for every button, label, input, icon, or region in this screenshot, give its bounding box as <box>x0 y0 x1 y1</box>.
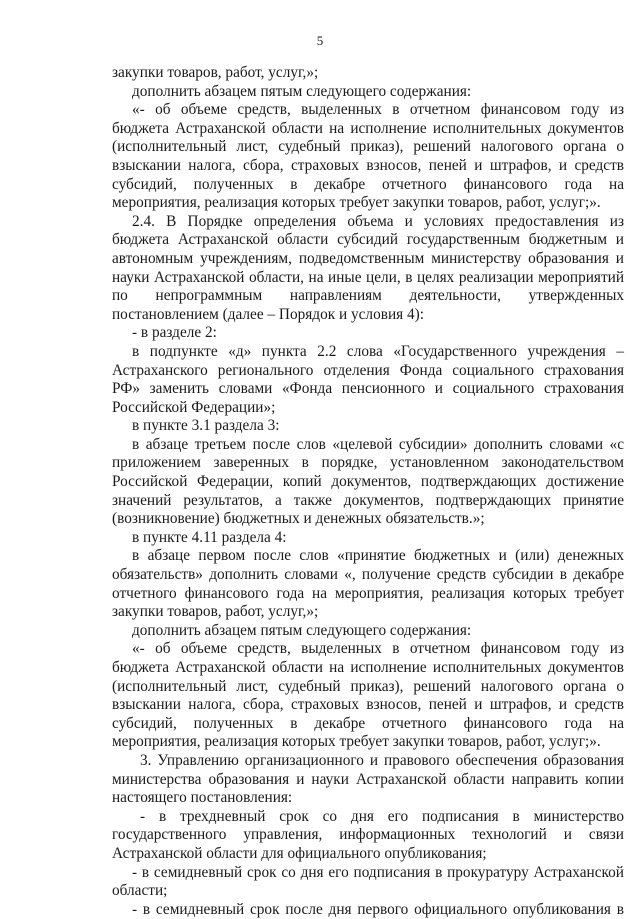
paragraph: - в семидневный срок со дня его подписания в прокуратуру Астраханской области; <box>112 863 624 900</box>
paragraph: дополнить абзацем пятым следующего содержания: <box>132 621 472 639</box>
paragraph: - в разделе 2: <box>132 324 217 342</box>
paragraph: 2.4. В Порядке определения объема и условиях предоставления из бюджета Астраханской области субсидий государственным бюджетным и автономным учреждениям, подведомственным министерству образования и науки Астраханской области, на иные цели, в целях реализации мероприятий по непрограммным направлениям деятельности, утвержденных постановлением (далее – Порядок и условия 4): <box>112 212 624 323</box>
paragraph: дополнить абзацем пятым следующего содержания: <box>132 82 472 100</box>
paragraph: «- об объеме средств, выделенных в отчетном финансовом году из бюджета Астраханской области на исполнение исполнительных документов (исполнительный лист, судебный приказ), решений налогового органа о взыскании налога, сбора, страховых взносов, пеней и штрафов, и средств субсидий, полученных в декабре отчетного финансового года на мероприятия, реализация которых требует закупки товаров, работ, услуг;». <box>112 101 624 212</box>
paragraph: «- об объеме средств, выделенных в отчетном финансовом году из бюджета Астраханской области на исполнение исполнительных документов (исполнительный лист, судебный приказ), решений налогового органа о взыскании налога, сбора, страховых взносов, пеней и штрафов, и средств субсидий, полученных в декабре отчетного финансового года на мероприятия, реализация которых требует закупки товаров, работ, услуг;». <box>112 640 624 751</box>
page-number: 5 <box>316 33 324 48</box>
paragraph: - в трехдневный срок со дня его подписания в министерство государственного управления, информационных технологий и связи Астраханской области для официального опубликования; <box>112 807 624 862</box>
paragraph: в пункте 4.11 раздела 4: <box>132 528 287 546</box>
paragraph: в пункте 3.1 раздела 3: <box>132 417 280 435</box>
paragraph: в абзаце первом после слов «принятие бюджетных и (или) денежных обязательств» дополнить словами «, получение средств субсидии в декабре отчетного финансового года на мероприятия, реализация которых требует закупки товаров, работ, услуг,»; <box>112 547 624 621</box>
paragraph: закупки товаров, работ, услуг,»; <box>112 64 319 81</box>
paragraph: в абзаце третьем после слов «целевой субсидии» дополнить словами «с приложением заверенных в порядке, установленном законодательством Российской Федерации, копий документов, подтверждающих достижение значений результатов, а также документов, подтверждающих принятие (возникновение) бюджетных и денежных обязательств.»; <box>112 435 624 528</box>
document-body <box>112 64 624 919</box>
paragraph: в подпункте «д» пункта 2.2 слова «Государственного учреждения – Астраханского регионального отделения Фонда социального страхования РФ» заменить словами «Фонда пенсионного и социального страхования Российской Федерации»; <box>112 342 624 416</box>
paragraph: - в семидневный срок после дня первого официального опубликования в <box>132 900 624 918</box>
paragraph: 3. Управлению организационного и правового обеспечения образования министерства образования и науки Астраханской области направить копии настоящего постановления: <box>112 751 624 807</box>
